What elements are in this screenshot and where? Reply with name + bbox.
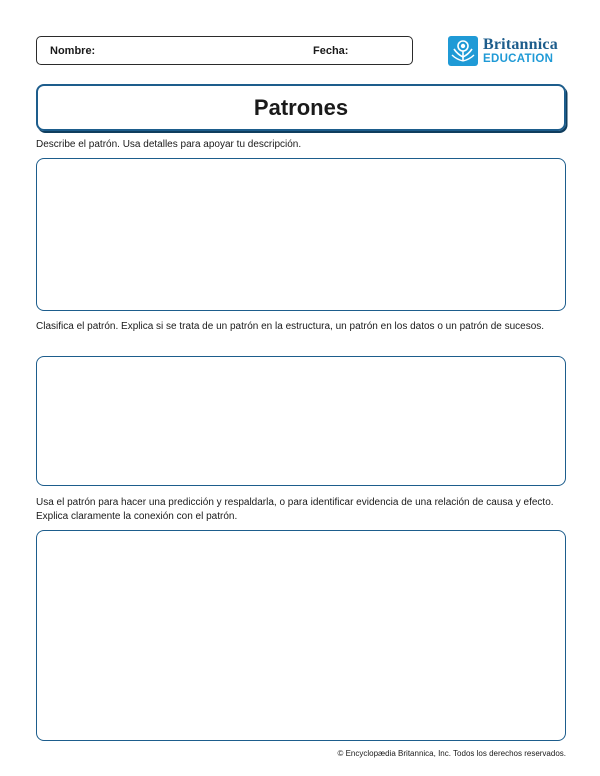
britannica-thistle-icon	[448, 36, 478, 66]
answer-box-3[interactable]	[36, 530, 566, 741]
prompt-2: Clasifica el patrón. Explica si se trata de un patrón en la estructura, un patrón en los datos o un patrón de sucesos.	[36, 321, 545, 332]
title-box	[36, 84, 566, 131]
britannica-logo	[448, 36, 568, 68]
page-title: Patrones	[253, 94, 349, 120]
name-date-box	[36, 36, 413, 65]
logo-brand: Britannica	[483, 36, 558, 53]
answer-box-1[interactable]	[36, 158, 566, 311]
logo-subtitle: EDUCATION	[483, 53, 554, 65]
answer-box-2[interactable]	[36, 356, 566, 486]
name-label: Nombre:	[50, 45, 96, 57]
prompt-3: Usa el patrón para hacer una predicción y respaldarla, o para identificar evidencia de una relación de causa y efecto. Explica claramente la conexión con el patrón.	[36, 497, 554, 522]
prompt-1: Describe el patrón. Usa detalles para apoyar tu descripción.	[36, 139, 302, 150]
date-label: Fecha:	[313, 45, 349, 57]
copyright-footer: © Encyclopædia Britannica, Inc. Todos los derechos reservados.	[337, 749, 566, 758]
